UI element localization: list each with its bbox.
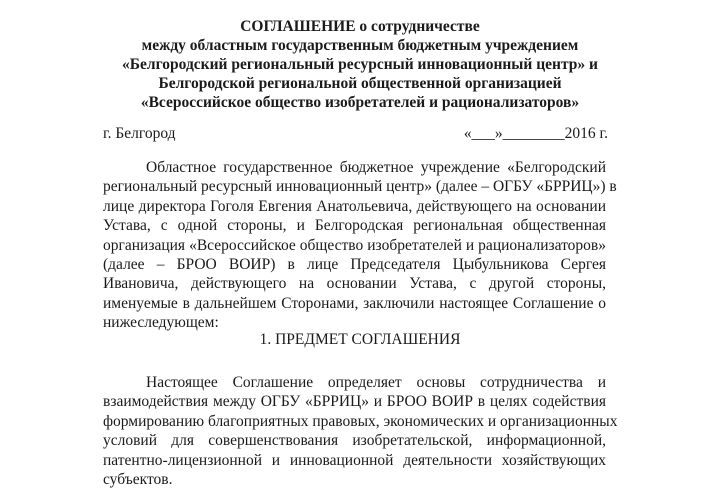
paragraph-line: Ивановича, действующего на основании Устава, с другой стороны, <box>103 275 606 293</box>
paragraph-line: Устава, с одной стороны, и Белгородская региональная общественная <box>103 217 606 235</box>
section-1-paragraph <box>103 373 618 489</box>
paragraph-line: Настоящее Соглашение определяет основы сотрудничества и <box>146 374 606 391</box>
title-line: Белгородской региональной общественной организацией <box>158 75 562 92</box>
paragraph-line: лице директора Гоголя Евгения Анатольевича, действующего на основании <box>103 197 606 215</box>
title-line: между областным государственным бюджетным учреждением <box>141 37 579 54</box>
title-line: СОГЛАШЕНИЕ о сотрудничестве <box>240 18 480 35</box>
paragraph-line: формированию благоприятных правовых, экономических и организационных <box>103 412 618 430</box>
title-line: «Всероссийское общество изобретателей и рационализаторов» <box>140 94 580 111</box>
paragraph-line: взаимодействия между ОГБУ «БРРИЦ» и БРОО ВОИР в целях содействия <box>103 393 606 411</box>
agreement-date: «___»________2016 г. <box>463 125 608 142</box>
paragraph-line: условий для совершенствования изобретательской, информационной, <box>103 432 606 450</box>
city: г. Белгород <box>103 125 176 142</box>
paragraph-line: нижеследующем: <box>103 314 219 332</box>
document-title <box>0 17 720 112</box>
paragraph-line: патентно-лицензионной и инновационной деятельности хозяйствующих <box>103 451 606 469</box>
paragraph-line: региональный ресурсный инновационный центр» (далее – ОГБУ «БРРИЦ») в <box>103 178 617 196</box>
paragraph-line: Областное государственное бюджетное учреждение «Белгородский <box>146 159 606 176</box>
section-heading: 1. ПРЕДМЕТ СОГЛАШЕНИЯ <box>259 331 461 348</box>
paragraph-line: субъектов. <box>103 471 173 489</box>
paragraph-line: именуемые в дальнейшем Сторонами, заключили настоящее Соглашение о <box>103 294 606 312</box>
paragraph-line: организация «Всероссийское общество изобретателей и рационализаторов» <box>103 236 606 254</box>
intro-paragraph <box>103 158 617 333</box>
title-line: «Белгородский региональный ресурсный инновационный центр» и <box>122 56 598 73</box>
paragraph-line: (далее – БРОО ВОИР) в лице Председателя Цыбульникова Сергея <box>103 256 606 274</box>
